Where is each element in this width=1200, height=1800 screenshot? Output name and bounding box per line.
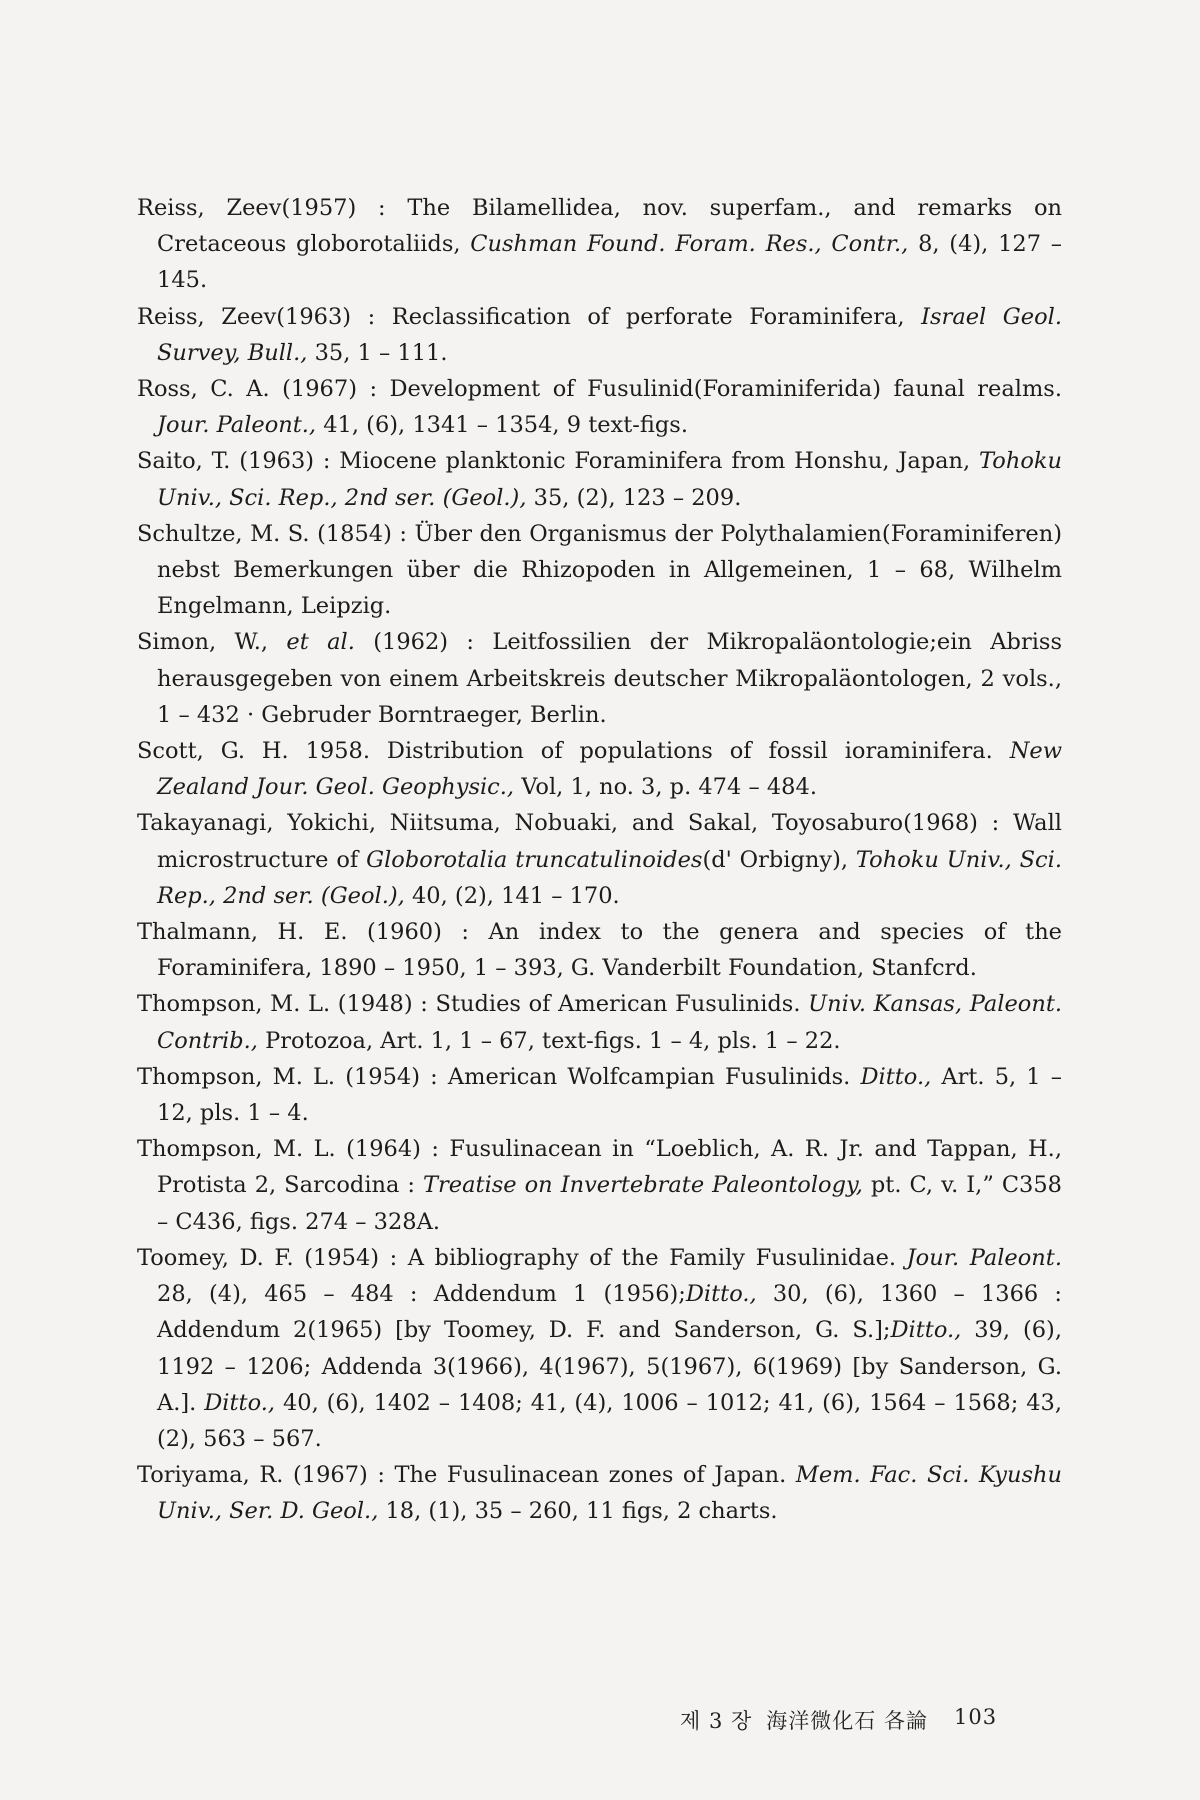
ref-etal: et al. bbox=[286, 629, 355, 656]
reference-entry bbox=[137, 1059, 1062, 1131]
ref-text: Art. 5, 1 – 12, pls. 1 – 4. bbox=[157, 1063, 1063, 1127]
reference-entry bbox=[137, 805, 1062, 914]
ref-journal: Jour. Paleont., bbox=[157, 412, 317, 439]
ref-text: Thompson, M. L. (1964) : Fusulinacean in “Loeblich, A. R. Jr. and Tappan, H., Protista 2, Sarcodina : bbox=[137, 1136, 1062, 1199]
ref-text: pt. C, v. I,” C358 – C436, figs. 274 – 328A. bbox=[157, 1172, 1062, 1235]
ref-journal: Jour. Paleont. bbox=[906, 1244, 1062, 1271]
ref-text: 18, (1), 35 – 260, 11 figs, 2 charts. bbox=[378, 1498, 778, 1525]
page-footer bbox=[680, 1705, 997, 1735]
ref-text: 30, (6), 1360 – 1366 : Addendum 2(1965) [by Toomey, D. F. and Sanderson, G. S.]; bbox=[157, 1281, 1062, 1344]
reference-entry bbox=[137, 371, 1062, 443]
ref-journal: New Zealand Jour. Geol. Geophysic., bbox=[157, 738, 1062, 801]
reference-entry bbox=[137, 443, 1062, 515]
ref-text: 35, 1 – 111. bbox=[307, 339, 448, 366]
ref-text: Thalmann, H. E. (1960) : An index to the genera and species of the Foraminifera, 1890 – 1950, 1 – 393, G. Vanderbilt Foundation, Stanfcrd. bbox=[137, 919, 1062, 982]
reference-entry bbox=[137, 624, 1062, 733]
reference-entry bbox=[137, 1131, 1062, 1240]
ref-text: Reiss, Zeev(1963) : Reclassification of perforate Foraminifera, bbox=[137, 303, 922, 330]
ref-text: Scott, G. H. 1958. Distribution of populations of fossil ioraminifera. bbox=[137, 738, 1010, 765]
ref-journal: Univ. Kansas, Paleont. Contrib., bbox=[157, 991, 1063, 1054]
reference-entry bbox=[137, 1457, 1062, 1529]
ref-text: (1962) : Leitfossilien der Mikropaläontologie;ein Abriss herausgegeben von einem Arbeitskreis deutscher Mikropaläontologen, 2 vols., 1 – 432 · Gebruder Borntraeger, Berlin. bbox=[157, 629, 1062, 728]
ref-taxon: Globorotalia truncatulinoides bbox=[366, 846, 703, 873]
ref-text: Thompson, M. L. (1948) : Studies of American Fusulinids. bbox=[137, 991, 809, 1018]
ref-text: Simon, W., bbox=[137, 629, 287, 656]
ref-text: Toriyama, R. (1967) : The Fusulinacean zones of Japan. bbox=[137, 1462, 796, 1489]
ref-text: Saito, T. (1963) : Miocene planktonic Foraminifera from Honshu, Japan, bbox=[137, 448, 980, 475]
ref-text: Schultze, M. S. (1854) : Über den Organismus der Polythalamien(Foraminiferen) nebst Bemerkungen über die Rhizopoden in Allgemeinen, 1 – 68, Wilhelm Engelmann, Leipzig. bbox=[137, 520, 1062, 620]
ref-text: 41, (6), 1341 – 1354, 9 text-figs. bbox=[316, 412, 689, 439]
ref-journal: Treatise on Invertebrate Paleontology, bbox=[423, 1172, 863, 1199]
reference-entry bbox=[137, 516, 1062, 625]
ref-text: Toomey, D. F. (1954) : A bibliography of the Family Fusulinidae. bbox=[137, 1244, 907, 1271]
ref-text: Thompson, M. L. (1954) : American Wolfcampian Fusulinids. bbox=[137, 1063, 861, 1090]
ref-text: Ross, C. A. (1967) : Development of Fusulinid(Foraminiferida) faunal realms. bbox=[137, 376, 1062, 403]
ref-text: 8, (4), 127 – 145. bbox=[157, 231, 1063, 294]
ref-journal: Tohoku Univ., Sci. Rep., 2nd ser. (Geol.), bbox=[157, 846, 1062, 909]
reference-entry bbox=[137, 914, 1062, 986]
reference-entry bbox=[137, 986, 1062, 1058]
ref-text: Reiss, Zeev(1957) : The Bilamellidea, nov. superfam., and remarks on Cretaceous globorotaliids, bbox=[137, 195, 1062, 258]
reference-list bbox=[137, 190, 1062, 1530]
ref-journal: Israel Geol. Survey, Bull., bbox=[157, 303, 1062, 366]
reference-entry bbox=[137, 190, 1062, 299]
ref-journal: Ditto., bbox=[204, 1389, 276, 1416]
ref-text: 39, (6), 1192 – 1206; Addenda 3(1966), 4(1967), 5(1967), 6(1969) [by Sanderson, G. A.]. bbox=[157, 1317, 1062, 1416]
section-title: 海洋微化石 各論 bbox=[766, 1709, 928, 1733]
ref-journal: Ditto., bbox=[685, 1281, 757, 1308]
ref-text: (d' Orbigny), bbox=[702, 846, 856, 873]
ref-text: 40, (6), 1402 – 1408; 41, (4), 1006 – 1012; 41, (6), 1564 – 1568; 43, (2), 563 – 567. bbox=[157, 1389, 1062, 1452]
ref-journal: Ditto., bbox=[890, 1317, 962, 1344]
reference-entry bbox=[137, 733, 1062, 805]
reference-entry bbox=[137, 299, 1062, 371]
ref-text: Vol, 1, no. 3, p. 474 – 484. bbox=[514, 774, 817, 801]
chapter-label: 제 3 장 bbox=[680, 1709, 753, 1733]
ref-text: 35, (2), 123 – 209. bbox=[526, 484, 742, 511]
ref-journal: Ditto., bbox=[860, 1063, 932, 1090]
page-number: 103 bbox=[953, 1705, 998, 1729]
ref-text: 28, (4), 465 – 484 : Addendum 1 (1956); bbox=[157, 1281, 686, 1308]
ref-text: 40, (2), 141 – 170. bbox=[404, 882, 620, 909]
reference-entry bbox=[137, 1240, 1062, 1457]
ref-text: Protozoa, Art. 1, 1 – 67, text-figs. 1 – 4, pls. 1 – 22. bbox=[257, 1027, 841, 1054]
ref-journal: Mem. Fac. Sci. Kyushu Univ., Ser. D. Geol., bbox=[157, 1462, 1062, 1525]
ref-text: Takayanagi, Yokichi, Niitsuma, Nobuaki, and Sakal, Toyosaburo(1968) : Wall microstructure of bbox=[137, 810, 1062, 873]
ref-journal: Cushman Found. Foram. Res., Contr., bbox=[470, 231, 909, 258]
ref-journal: Tohoku Univ., Sci. Rep., 2nd ser. (Geol.), bbox=[157, 448, 1062, 511]
